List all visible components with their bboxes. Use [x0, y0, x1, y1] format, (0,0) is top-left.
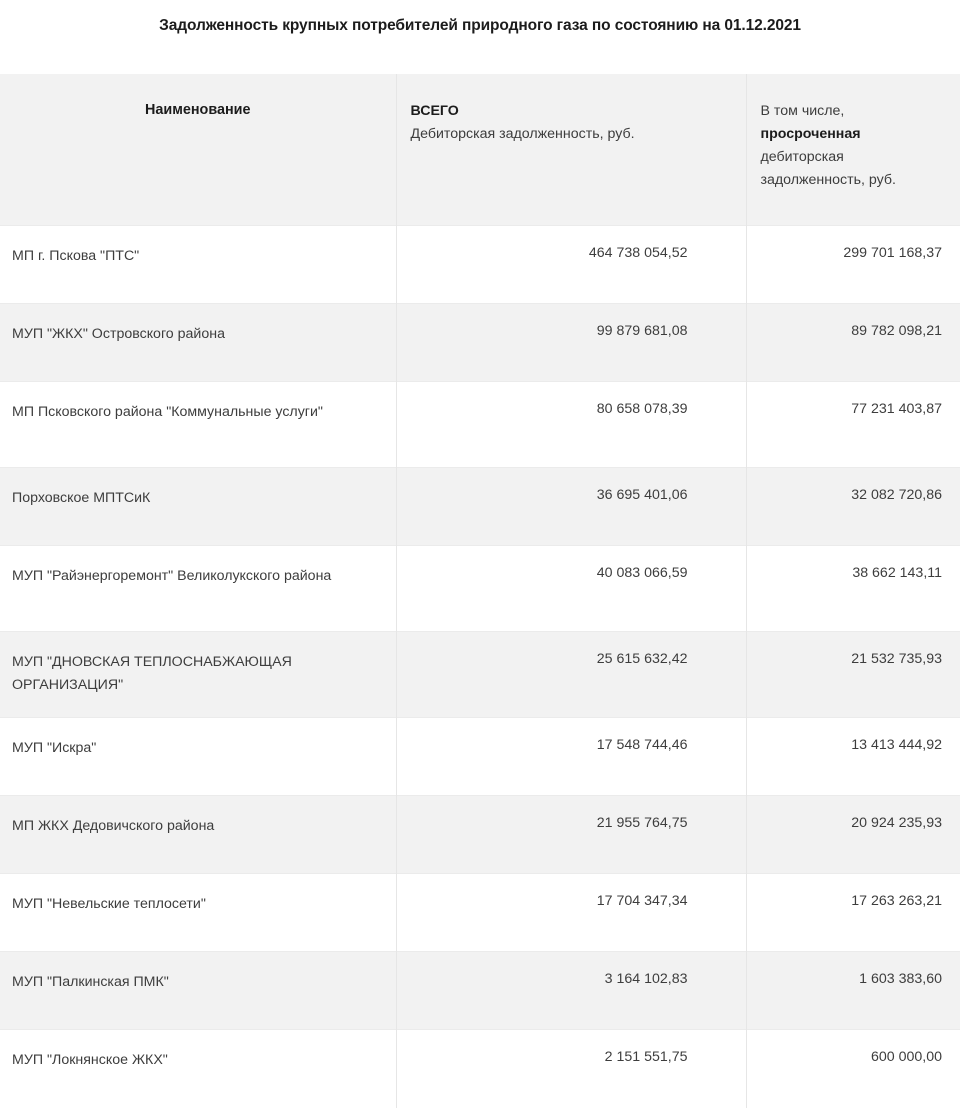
page-title: Задолженность крупных потребителей природного газа по состоянию на 01.12.2021 — [159, 17, 801, 34]
cell-company-name: МП ЖКХ Дедовичского района — [0, 796, 396, 874]
table-row — [0, 468, 960, 546]
table-header — [0, 74, 960, 226]
cell-total-debt: 36 695 401,06 — [396, 468, 746, 546]
table-row — [0, 632, 960, 718]
table-row — [0, 952, 960, 1030]
cell-overdue-debt: 89 782 098,21 — [746, 304, 960, 382]
cell-company-name: МУП "Невельские теплосети" — [0, 874, 396, 952]
cell-overdue-debt: 299 701 168,37 — [746, 226, 960, 304]
cell-overdue-debt: 32 082 720,86 — [746, 468, 960, 546]
column-header-total-strong: ВСЕГО — [410, 102, 459, 119]
cell-total-debt: 21 955 764,75 — [396, 796, 746, 874]
cell-company-name: МП г. Пскова "ПТС" — [0, 226, 396, 304]
table-row — [0, 304, 960, 382]
cell-overdue-debt: 600 000,00 — [746, 1030, 960, 1108]
table-row — [0, 226, 960, 304]
cell-total-debt: 3 164 102,83 — [396, 952, 746, 1030]
cell-total-debt: 464 738 054,52 — [396, 226, 746, 304]
cell-total-debt: 17 704 347,34 — [396, 874, 746, 952]
cell-company-name: Порховское МПТСиК — [0, 468, 396, 546]
table-body — [0, 226, 960, 1108]
column-header-overdue-line3: дебиторская — [760, 148, 844, 165]
cell-total-debt: 40 083 066,59 — [396, 546, 746, 632]
table-row — [0, 874, 960, 952]
cell-company-name: МУП "ДНОВСКАЯ ТЕПЛОСНАБЖАЮЩАЯ ОРГАНИЗАЦИЯ" — [0, 632, 396, 718]
cell-total-debt: 2 151 551,75 — [396, 1030, 746, 1108]
cell-overdue-debt: 13 413 444,92 — [746, 718, 960, 796]
cell-company-name: МУП "Искра" — [0, 718, 396, 796]
cell-company-name: МП Псковского района "Коммунальные услуги" — [0, 382, 396, 468]
table-row — [0, 796, 960, 874]
table-header-row — [0, 74, 960, 226]
cell-overdue-debt: 77 231 403,87 — [746, 382, 960, 468]
cell-company-name: МУП "ЖКХ" Островского района — [0, 304, 396, 382]
column-header-overdue-line1: В том числе, — [760, 102, 845, 119]
column-header-name: Наименование — [0, 74, 396, 226]
column-header-overdue-strong: просроченная — [760, 125, 861, 142]
cell-total-debt: 80 658 078,39 — [396, 382, 746, 468]
cell-company-name: МУП "Райэнергоремонт" Великолукского района — [0, 546, 396, 632]
table-row — [0, 718, 960, 796]
cell-company-name: МУП "Палкинская ПМК" — [0, 952, 396, 1030]
column-header-total-sub: Дебиторская задолженность, руб. — [410, 125, 635, 142]
table-row — [0, 382, 960, 468]
table-row — [0, 1030, 960, 1108]
cell-overdue-debt: 21 532 735,93 — [746, 632, 960, 718]
column-header-overdue-line4: задолженность, руб. — [760, 171, 896, 188]
cell-overdue-debt: 17 263 263,21 — [746, 874, 960, 952]
cell-overdue-debt: 1 603 383,60 — [746, 952, 960, 1030]
cell-company-name: МУП "Локнянское ЖКХ" — [0, 1030, 396, 1108]
debt-table — [0, 74, 960, 1108]
column-header-overdue — [746, 74, 960, 226]
cell-total-debt: 99 879 681,08 — [396, 304, 746, 382]
cell-total-debt: 25 615 632,42 — [396, 632, 746, 718]
cell-overdue-debt: 20 924 235,93 — [746, 796, 960, 874]
column-header-total — [396, 74, 746, 226]
cell-overdue-debt: 38 662 143,11 — [746, 546, 960, 632]
table-row — [0, 546, 960, 632]
cell-total-debt: 17 548 744,46 — [396, 718, 746, 796]
